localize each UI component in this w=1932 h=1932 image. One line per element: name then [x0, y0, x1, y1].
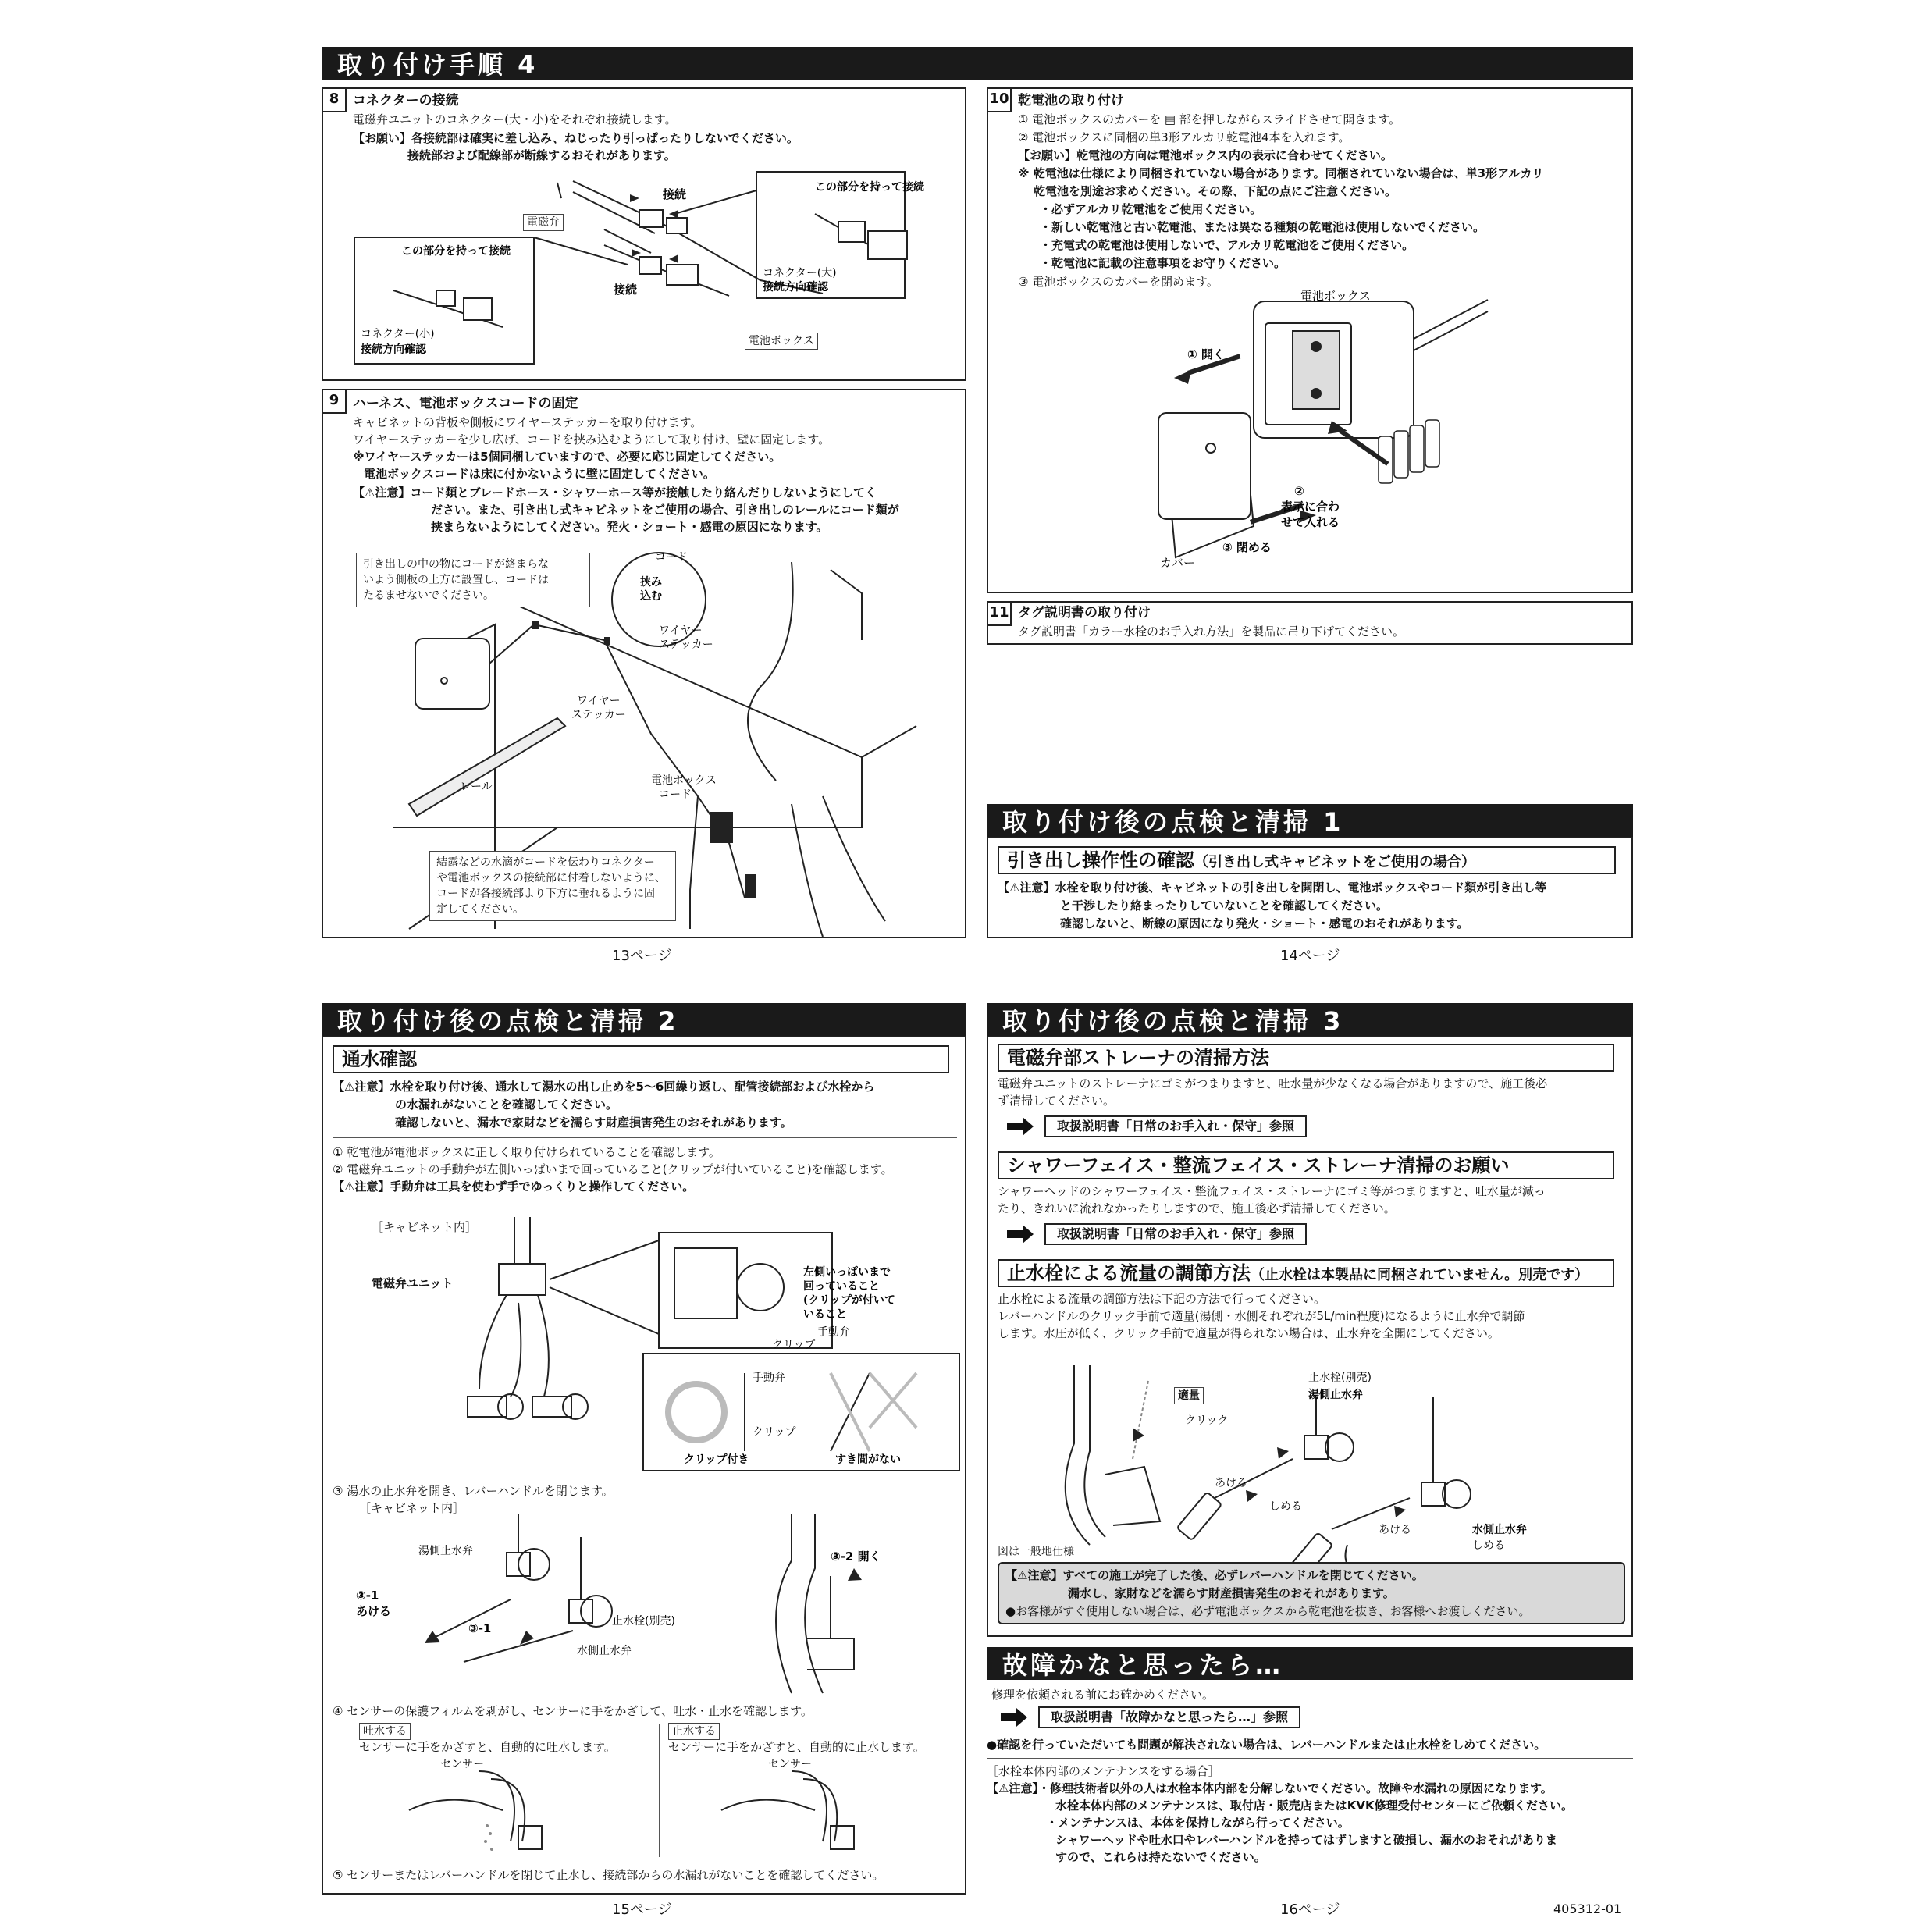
label-cold-valve: 水側止水弁 — [1472, 1524, 1527, 1536]
caution-text: ・メンテナンスは、本体を保持しながら行ってください。 — [1046, 1816, 1350, 1830]
notice-text: ●お客様がすぐ使用しない場合は、必ず電池ボックスから乾電池を抜き、お客様へお渡しください。 — [1005, 1604, 1531, 1618]
step-text: ② 電池ボックスに同梱の単3形アルカリ乾電池4本を入れます。 — [1018, 130, 1350, 144]
step-text: キャビネットの背板や側板にワイヤーステッカーを取り付けます。 — [353, 415, 703, 429]
step-title: タグ説明書の取り付け — [1018, 605, 1151, 621]
manual-reference-3: 取扱説明書「故障かなと思ったら…」参照 — [1001, 1706, 1300, 1728]
step-title: コネクターの接続 — [353, 93, 459, 109]
step-text: ③ 湯水の止水弁を開き、レバーハンドルを閉じます。 — [333, 1484, 614, 1498]
battery-box-illustration — [988, 89, 1635, 595]
step-text: 電池ボックスコードは床に付かないように壁に固定してください。 — [364, 467, 715, 481]
step-text: ※ワイヤーステッカーは5個同梱していますので、必要に応じ固定してください。 — [353, 450, 781, 464]
caution-text: 【⚠注意】すべての施工が完了した後、必ずレバーハンドルを閉じてください。 — [1005, 1568, 1424, 1582]
label-insert-3: せて入れる — [1281, 515, 1340, 529]
page-number: 14ページ — [1280, 948, 1340, 964]
label-battery-box: 電池ボックス — [1300, 289, 1371, 303]
check-2-panel — [322, 1036, 966, 1895]
label-battery-cord-1: 電池ボックス — [651, 774, 717, 787]
flow-adjust-illustration — [988, 1350, 1635, 1553]
caution-text: シャワーヘッドや吐水口やレバーハンドルを持ってはずしますと破損し、漏水のおそれがありま — [1055, 1833, 1557, 1847]
label-dir-large: 接続方向確認 — [763, 281, 828, 294]
page-number: 13ページ — [612, 948, 672, 964]
step-text: 接続部および配線部が断線するおそれがあります。 — [407, 148, 676, 162]
label-valve-unit: 電磁弁ユニット — [372, 1276, 454, 1290]
body-text: 電磁弁ユニットのストレーナにゴミがつまりますと、吐水量が少なくなる場合がありますので、施工後必 — [998, 1076, 1548, 1091]
label-cabinet-inside: ［キャビネット内］ — [372, 1220, 478, 1234]
label-battery-box: 電池ボックス — [745, 333, 818, 350]
label-close-2: しめる — [1472, 1539, 1505, 1552]
label-sticker-1a: ワイヤー — [659, 624, 703, 637]
caution-text: 【⚠注意】水栓を取り付け後、通水して湯水の出し止めを5～6回繰り返し、配管接続部および水栓から — [333, 1080, 875, 1094]
step-text: 電磁弁ユニットのコネクター(大・小)をそれぞれ接続します。 — [353, 112, 677, 126]
step-text: ③ 電池ボックスのカバーを閉めます。 — [1018, 275, 1219, 289]
step-text: ワイヤーステッカーを少し広げ、コードを挟み込むようにして取り付け、壁に固定します。 — [353, 432, 831, 447]
label-manual-valve-2: 手動弁 — [753, 1372, 785, 1384]
page-number: 15ページ — [612, 1902, 672, 1918]
arrow-right-icon — [1007, 1225, 1034, 1244]
caution-text: 漏水し、家財などを濡らす財産損害発生のおそれがあります。 — [1068, 1586, 1395, 1600]
connector-illustration — [323, 89, 968, 382]
label-left-max-4: いること — [803, 1308, 847, 1321]
valve-unit-illustration — [323, 1201, 968, 1482]
label-hold-large: この部分を持って接続 — [815, 181, 924, 194]
section-header-install-4: 取り付け手順 4 — [322, 47, 1633, 80]
step-text: ・充電式の乾電池は使用しないで、アルカリ乾電池をご使用ください。 — [1040, 238, 1414, 252]
step-text: 【⚠注意】コード類とブレードホース・シャワーホース等が接触したり絡んだりしないようにしてく — [353, 486, 877, 500]
tag-stop: 止水する — [668, 1723, 720, 1740]
trouble-intro: 修理を依頼される前にお確かめください。 — [991, 1688, 1215, 1702]
step-number: 8 — [323, 89, 347, 112]
tag-spout: 吐水する — [359, 1723, 411, 1740]
notice-box — [998, 1562, 1625, 1624]
label-cold-valve: 水側止水弁 — [577, 1645, 632, 1657]
label-left-max-3: (クリップが付いて — [803, 1294, 895, 1307]
label-sticker-2b: ステッカー — [571, 709, 626, 721]
step-text: 【お願い】乾電池の方向は電池ボックス内の表示に合わせてください。 — [1018, 148, 1393, 162]
step-text: ① 乾電池が電池ボックスに正しく取り付けられていることを確認します。 — [333, 1145, 720, 1159]
label-open: ① 開く — [1187, 347, 1225, 361]
body-text: します。水圧が低く、クリック手前で適量が得られない場合は、止水弁を全開にしてください。 — [998, 1326, 1500, 1340]
label-cover: カバー — [1160, 556, 1196, 570]
step-title: 乾電池の取り付け — [1018, 93, 1124, 109]
divider — [333, 1137, 957, 1138]
step-number: 9 — [323, 390, 347, 414]
manual-reference-1: 取扱説明書「日常のお手入れ・保守」参照 — [1007, 1115, 1307, 1137]
callout-condensation-note: 結露などの水滴がコードを伝わりコネクター や電池ボックスの接続部に付着しないように、 コードが各接続部より下方に垂れるように固 定してください。 — [429, 851, 676, 921]
caution-text: すので、これらは持たないでください。 — [1055, 1850, 1266, 1864]
subsection-title-strainer: 電磁弁部ストレーナの清掃方法 — [998, 1044, 1614, 1072]
step-text: ④ センサーの保護フィルムを剥がし、センサーに手をかざして、吐水・止水を確認します。 — [333, 1704, 813, 1718]
subsection-title-flow: 止水栓による流量の調節方法（止水栓は本製品に同梱されていません。別売です） — [998, 1259, 1614, 1287]
step-11-panel — [987, 601, 1633, 645]
step-text: ① 電池ボックスのカバーを ▤ 部を押しながらスライドさせて開きます。 — [1018, 112, 1401, 126]
label-conn-small: コネクター(小) — [361, 328, 435, 340]
step-title: ハーネス、電池ボックスコードの固定 — [353, 396, 578, 411]
label-stop-valve: 止水栓(別売) — [1308, 1372, 1372, 1384]
spout-text: センサーに手をかざすと、自動的に吐水します。 — [359, 1740, 616, 1754]
step-text: ② 電磁弁ユニットの手動弁が左側いっぱいまで回っていること(クリップが付いていること)を確認します。 — [333, 1162, 893, 1176]
maintenance-heading: ［水栓本体内部のメンテナンスをする場合］ — [987, 1764, 1220, 1778]
step-text: 挟まらないようにしてください。発火・ショート・感電の原因になります。 — [431, 520, 828, 534]
caution-text: の水漏れがないことを確認してください。 — [395, 1098, 618, 1112]
caution-text: 【⚠注意】手動弁は工具を使わず手でゆっくりと操作してください。 — [333, 1179, 695, 1194]
step-text: ・必ずアルカリ乾電池をご使用ください。 — [1040, 202, 1262, 216]
arrow-right-icon — [1001, 1708, 1027, 1727]
step-text: ・新しい乾電池と古い乾電池、または異なる種類の乾電池は使用しないでください。 — [1040, 220, 1485, 234]
step-text: 【お願い】各接続部は確実に差し込み、ねじったり引っぱったりしないでください。 — [353, 131, 799, 145]
trouble-bullet: ●確認を行っていただいても問題が解決されない場合は、レバーハンドルまたは止水栓をしめてください。 — [987, 1738, 1546, 1752]
step-text: 乾電池を別途お求めください。その際、下記の点にご注意ください。 — [1034, 184, 1397, 198]
callout-drawer-note: 引き出しの中の物にコードが絡まらな いよう側板の上方に設置し、コードは たるませないでください。 — [356, 553, 590, 607]
label-close-1: しめる — [1269, 1500, 1302, 1513]
label-connect-1: 接続 — [663, 187, 687, 201]
manual-reference-2: 取扱説明書「日常のお手入れ・保守」参照 — [1007, 1223, 1307, 1245]
label-open-2: あける — [1379, 1524, 1411, 1536]
section-header-check-1: 取り付け後の点検と清掃 1 — [987, 804, 1633, 837]
subsection-title: 通水確認 — [333, 1045, 949, 1073]
step-number: 11 — [988, 603, 1012, 626]
section-header-check-3: 取り付け後の点検と清掃 3 — [987, 1003, 1633, 1036]
divider — [987, 1758, 1633, 1759]
body-text: ず清掃してください。 — [998, 1094, 1115, 1108]
label-insert-1: ② — [1294, 484, 1304, 498]
step-10-panel — [987, 87, 1633, 593]
stop-valve-illustration — [323, 1506, 968, 1701]
label-stop-valve: 止水栓(別売) — [612, 1615, 675, 1628]
label-left-max-1: 左側いっぱいまで — [803, 1266, 891, 1279]
label-conn-large: コネクター(大) — [763, 267, 837, 279]
label-cord: コード — [655, 551, 688, 564]
label-clip: クリップ — [772, 1339, 816, 1351]
step-text: ・乾電池に記載の注意事項をお守りください。 — [1040, 256, 1286, 270]
body-text: 止水栓による流量の調節方法は下記の方法で行ってください。 — [998, 1292, 1326, 1306]
label-valve: 電磁弁 — [523, 214, 564, 231]
step-text: ださい。また、引き出し式キャビネットをご使用の場合、引き出しのレールにコード類が — [431, 503, 899, 517]
label-manual-valve: 手動弁 — [817, 1326, 850, 1339]
subsection-title: 引き出し操作性の確認（引き出し式キャビネットをご使用の場合） — [998, 846, 1616, 874]
step-text: ⑤ センサーまたはレバーハンドルを閉じて止水し、接続部からの水漏れがないことを確認してください。 — [333, 1868, 884, 1882]
stop-text: センサーに手をかざすと、自動的に止水します。 — [668, 1740, 925, 1754]
body-text: シャワーヘッドのシャワーフェイス・整流フェイス・ストレーナにゴミ等がつまりますと、吐水量が減っ — [998, 1184, 1546, 1198]
body-text: たり、きれいに流れなかったりしますので、施工後必ず清掃してください。 — [998, 1201, 1396, 1215]
section-header-check-2: 取り付け後の点検と清掃 2 — [322, 1003, 966, 1036]
label-sensor-2: センサー — [768, 1758, 812, 1770]
label-open-1: あける — [1215, 1477, 1247, 1489]
label-sticker-1b: ステッカー — [659, 639, 713, 651]
subsection-title-shower: シャワーフェイス・整流フェイス・ストレーナ清掃のお願い — [998, 1151, 1614, 1179]
sensor-illustration — [323, 1756, 968, 1857]
label-general-spec: 図は一般地仕様 — [998, 1546, 1074, 1558]
label-hold-small: この部分を持って接続 — [401, 245, 511, 258]
label-connect-2: 接続 — [614, 283, 638, 297]
step-text: タグ説明書「カラー水栓のお手入れ方法」を製品に吊り下げてください。 — [1018, 624, 1405, 639]
label-with-clip: クリップ付き — [684, 1453, 749, 1466]
section-header-troubleshoot: 故障かなと思ったら… — [987, 1647, 1633, 1680]
arrow-right-icon — [1007, 1117, 1034, 1136]
check-1-panel — [987, 837, 1633, 938]
caution-text: 水栓本体内部のメンテナンスは、取付店・販売店またはKVK修理受付センターにご依頼ください。 — [1055, 1799, 1574, 1813]
label-battery-cord-2: コード — [659, 788, 692, 801]
label-pinch: 挟み — [640, 576, 662, 589]
page-number: 16ページ — [1280, 1902, 1340, 1918]
label-click: クリック — [1185, 1414, 1229, 1427]
label-dir-small: 接続方向確認 — [361, 343, 426, 356]
label-clip-2: クリップ — [753, 1426, 796, 1439]
label-hot-valve: 湯側止水弁 — [418, 1545, 473, 1557]
caution-text: 確認しないと、断線の原因になり発火・ショート・感電のおそれがあります。 — [1060, 916, 1469, 930]
label-left-max-2: 回っていること — [803, 1280, 880, 1293]
label-step-3-1a: ③-1 — [356, 1589, 379, 1603]
label-rail: レール — [460, 781, 493, 793]
label-no-gap: すき間がない — [835, 1453, 901, 1466]
label-cabinet-inside-2: ［キャビネット内］ — [359, 1501, 465, 1515]
step-number: 10 — [988, 89, 1012, 112]
step-9-panel — [322, 389, 966, 938]
label-insert-2: 表示に合わ — [1281, 500, 1340, 514]
step-text: ※ 乾電池は仕様により同梱されていない場合があります。同梱されていない場合は、単3形アルカリ — [1018, 166, 1544, 180]
label-pinch-2: 込む — [640, 590, 662, 603]
caution-text: 【⚠注意】・修理技術者以外の人は水栓本体内部を分解しないでください。故障や水漏れの原因になります。 — [987, 1781, 1553, 1795]
caution-text: と干渉したり絡まったりしていないことを確認してください。 — [1060, 898, 1389, 913]
label-close: ③ 閉める — [1222, 540, 1272, 554]
label-step-3-1b: あける — [356, 1604, 392, 1618]
step-8-panel — [322, 87, 966, 381]
caution-text: 確認しないと、漏水で家財などを濡らす財産損害発生のおそれがあります。 — [395, 1115, 792, 1130]
label-step-3-1c: ③-1 — [468, 1621, 492, 1635]
document-code: 405312-01 — [1553, 1902, 1622, 1916]
label-sensor-1: センサー — [440, 1758, 484, 1770]
check-3-panel — [987, 1036, 1633, 1637]
label-hot-valve: 湯側止水弁 — [1308, 1389, 1363, 1401]
body-text: レバーハンドルのクリック手前で適量(湯側・水側それぞれが5L/min程度)になるように止水弁で調節 — [998, 1309, 1525, 1323]
label-sticker-2a: ワイヤー — [577, 695, 621, 707]
label-step-3-2: ③-2 開く — [831, 1550, 881, 1564]
caution-text: 【⚠注意】水栓を取り付け後、キャビネットの引き出しを開閉し、電池ボックスやコード類が引き出し等 — [998, 881, 1547, 895]
label-proper-amount: 適量 — [1174, 1387, 1204, 1404]
